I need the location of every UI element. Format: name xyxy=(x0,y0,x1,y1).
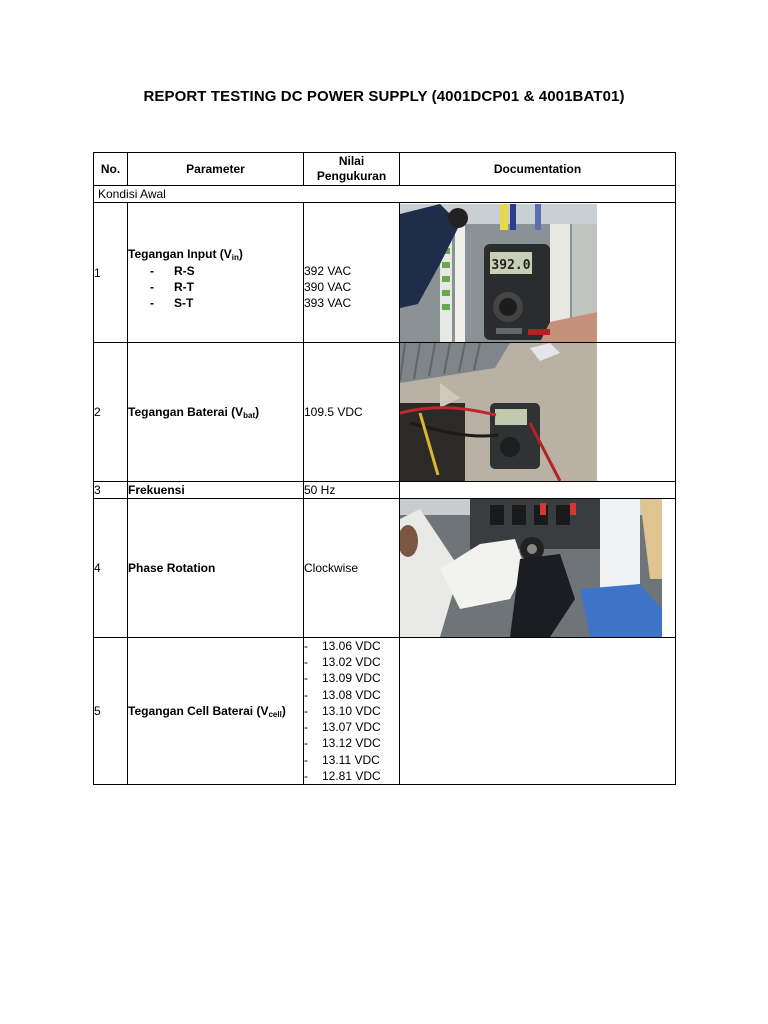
param-subscript: cell xyxy=(268,709,282,719)
section-label: Kondisi Awal xyxy=(94,186,676,203)
dash: - xyxy=(304,768,308,783)
row-number: 1 xyxy=(94,203,128,343)
section-row xyxy=(94,186,676,203)
param-text: Tegangan Input (V xyxy=(128,246,232,261)
row-parameter xyxy=(128,638,304,785)
param-subscript: bat xyxy=(243,410,256,420)
row-value: 50 Hz xyxy=(304,482,400,499)
battery-voltage-photo xyxy=(400,343,597,481)
sub-item-rs xyxy=(128,263,303,279)
multimeter-ac-input-photo xyxy=(400,204,597,342)
header-documentation: Documentation xyxy=(400,153,676,186)
list-item xyxy=(304,654,399,670)
param-close: ) xyxy=(281,703,286,718)
sub-item-label: R-S xyxy=(174,263,195,278)
list-item xyxy=(304,719,399,735)
list-item xyxy=(304,670,399,686)
param-close: ) xyxy=(238,246,243,261)
param-close: ) xyxy=(255,404,260,419)
dash: - xyxy=(150,279,154,294)
cell-voltage: 13.08 VDC xyxy=(322,687,381,702)
cell-voltage: 12.81 VDC xyxy=(322,768,381,783)
value-st: 393 VAC xyxy=(304,296,352,310)
header-no: No. xyxy=(94,153,128,186)
row-number: 5 xyxy=(94,638,128,785)
dash: - xyxy=(150,263,154,278)
cell-voltage: 13.10 VDC xyxy=(322,703,381,718)
report-table xyxy=(93,152,676,785)
row-parameter xyxy=(128,343,304,482)
phase-rotation-photo xyxy=(400,499,662,637)
report-title: REPORT TESTING DC POWER SUPPLY (4001DCP01 & 4001BAT01) xyxy=(143,88,625,105)
row-documentation xyxy=(400,343,676,482)
row-number: 4 xyxy=(94,499,128,638)
dash: - xyxy=(304,687,308,702)
list-item xyxy=(304,768,399,784)
param-text: Tegangan Baterai (V xyxy=(128,404,244,419)
row-parameter xyxy=(128,203,304,343)
list-item xyxy=(304,687,399,703)
row-number: 3 xyxy=(94,482,128,499)
list-item xyxy=(304,703,399,719)
multimeter-display-reading: 392.0 xyxy=(491,257,531,273)
sub-item-label: S-T xyxy=(174,295,194,310)
header-parameter: Parameter xyxy=(128,153,304,186)
sub-item-label: R-T xyxy=(174,279,194,294)
dash: - xyxy=(304,720,308,735)
row-documentation xyxy=(400,638,676,785)
table-row xyxy=(94,638,676,785)
cell-voltage: 13.09 VDC xyxy=(322,671,381,686)
dash: - xyxy=(304,752,308,767)
cell-voltage-list xyxy=(304,638,400,785)
sub-item-st xyxy=(128,295,303,311)
dash: - xyxy=(304,639,308,654)
row-value xyxy=(304,203,400,343)
row-parameter: Phase Rotation xyxy=(128,499,304,638)
sub-item-rt xyxy=(128,279,303,295)
value-rs: 392 VAC xyxy=(304,264,352,278)
row-documentation xyxy=(400,203,676,343)
table-row xyxy=(94,499,676,638)
value-rt: 390 VAC xyxy=(304,280,352,294)
table-row xyxy=(94,482,676,499)
row-value: Clockwise xyxy=(304,499,400,638)
param-text: Tegangan Cell Baterai (V xyxy=(128,703,269,718)
cell-voltage: 13.12 VDC xyxy=(322,736,381,751)
table-header-row xyxy=(94,153,676,186)
row-number: 2 xyxy=(94,343,128,482)
row-documentation xyxy=(400,499,676,638)
dash: - xyxy=(304,671,308,686)
row-documentation xyxy=(400,482,676,499)
dash: - xyxy=(304,655,308,670)
cell-voltage: 13.07 VDC xyxy=(322,720,381,735)
row-value: 109.5 VDC xyxy=(304,343,400,482)
list-item xyxy=(304,735,399,751)
header-value-line2: Pengukuran xyxy=(316,169,387,183)
dash: - xyxy=(304,736,308,751)
list-item xyxy=(304,752,399,768)
table-row xyxy=(94,203,676,343)
dash: - xyxy=(150,295,154,310)
cell-voltage: 13.06 VDC xyxy=(322,639,381,654)
param-subscript: in xyxy=(231,252,239,262)
list-item xyxy=(304,638,399,654)
cell-voltage: 13.11 VDC xyxy=(322,752,380,767)
header-value-line1: Nilai xyxy=(338,154,365,168)
table-row xyxy=(94,343,676,482)
dash: - xyxy=(304,703,308,718)
cell-voltage: 13.02 VDC xyxy=(322,655,381,670)
row-parameter: Frekuensi xyxy=(128,482,304,499)
header-value xyxy=(304,153,400,186)
